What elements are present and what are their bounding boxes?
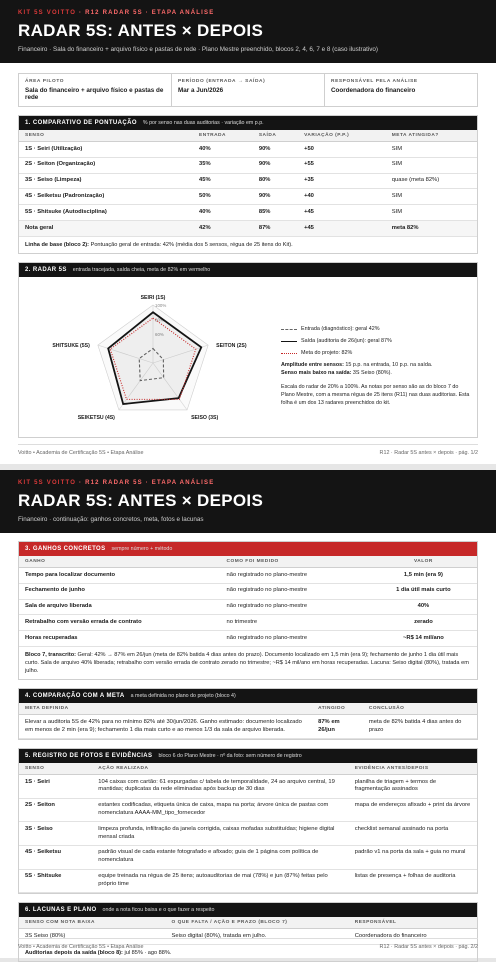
after-audits-note: Auditorias depois da saída (bloco 8): jul 85% · ago 88%. [25, 949, 172, 956]
radar-tick-label: 100% [155, 302, 167, 308]
table-row: Horas recuperadas não registrado no plano-mestre ~R$ 14 mil/ano [19, 631, 477, 647]
baseline-note: Linha de base (bloco 2): Pontuação geral de entrada: 42% (média dos 5 sensos, régua de 25 itens do Kit). [25, 241, 293, 248]
legend-goal: Meta do projeto: 82% [281, 349, 471, 357]
table-row: 5S · Shitsuke (Autodisciplina) 40% 85% +45 SIM [19, 205, 477, 221]
page-2 [0, 470, 496, 958]
gains-table: GANHO COMO FOI MEDIDO VALOR Tempo para localizar documento não registrado no plano-mestre 1,5 min (era 9) Fechamento de junho não registrado no plano-mestre 1 dia útil mais curto Sala de arquivo liberada não registrado no plano-mestre 40% Retrabalho com versão errada de contrato no trimestre zerado Horas recuperadas não registrado no plano-mestre ~R$ 14 mil/ano [19, 556, 477, 647]
score-comparison-section [18, 115, 478, 254]
page-header [0, 470, 496, 533]
table-row: Elevar a auditoria 5S de 42% para no mínimo 82% até 30/jun/2026. Ganho estimado: documento localizado em menos de 2 min (era 9); fechamento 1 dia mais curto e ao menos 1/3 da sala de arquivo liberada. 87% em 26/jun meta de 82% batida 4 dias antes do prazo [19, 715, 477, 739]
section-header: 5. REGISTRO DE FOTOS E EVIDÊNCIAS bloco 6 do Plano Mestre · nº da foto: sem número de registro [19, 749, 477, 763]
table-row: Tempo para localizar documento não registrado no plano-mestre 1,5 min (era 9) [19, 568, 477, 584]
section-header: 3. GANHOS CONCRETOS sempre número + método [19, 542, 477, 556]
radar-axis-label: SHITSUKE (5S) [52, 343, 90, 350]
evidence-table: SENSO AÇÃO REALIZADA EVIDÊNCIA ANTES/DEPOIS 1S · Seiri 104 caixas com cartão: 61 expurgadas c/ tabela de temporalidade, 24 ao arquivo central, 19 mantidas; duplicatas da rede eliminadas após backup de 30 dias planilha de triagem + termos de fragmentação assinados 2S · Seiton estantes codificadas, etiqueta única de caixa, mapa na porta; árvore única de pastas com nomenclatura AAAA-MM_tipo_fornecedor mapa de endereços afixado + print da árvore 3S · Seiso limpeza profunda, infiltração da janela corrigida, caixas mofadas substituídas; higiene digital mensal criada checklist semanal assinado na porta 4S · Seiketsu padrão visual de cada estante fotografado e afixado; guia de 1 página com política de nomenclatura padrão v1 na porta da sala + guia no mural 5S · Shitsuke equipe treinada na régua de 25 itens; autoauditorias de mai (78%) e jun (87%) feitas pelo próprio time listas de presença + folhas de auditoria [19, 763, 477, 893]
meta-area: ÁREA PILOTO Sala do financeiro + arquivo físico e pastas de rede [19, 74, 172, 106]
page-subtitle: Financeiro · continuação: ganhos concretos, meta, fotos e lacunas [18, 516, 204, 523]
section-header: 2. RADAR 5S entrada tracejada, saída cheia, meta de 82% em vermelho [19, 263, 477, 277]
legend-exit: Saída (auditoria de 26/jun): geral 87% [281, 337, 471, 345]
goal-section [18, 688, 478, 740]
score-table: SENSO ENTRADA SAÍDA VARIAÇÃO (P.P.) META ATINGIDA? 1S · Seiri (Utilização) 40% 90% +50 SIM 2S · Seiton (Organização) 35% 90% +55 SIM 3S · Seiso (Limpeza) 45% 80% +35 quase (meta 82%) 4S · Seiketsu (Padronização) 50% 90% +40 SIM 5S · Shitsuke (Autodisciplina) 40% 85% +45 SIM Nota geral 42% 87% +45 meta 82% [19, 130, 477, 237]
radar-axis-label: SEIKETSU (4S) [77, 414, 115, 421]
kit-label: KIT 5S VOITTO · R12 RADAR 5S · ETAPA ANÁLISE [18, 480, 215, 486]
page-1 [0, 0, 496, 464]
table-row: 3S Seiso (80%) Seiso digital (80%), tratada em julho. Coordenadora do financeiro [19, 929, 477, 945]
section-header: 4. COMPARAÇÃO COM A META a meta definida no plano do projeto (bloco 4) [19, 689, 477, 703]
radar-chart [25, 281, 275, 431]
radar-section [18, 262, 478, 438]
section-header: 1. COMPARATIVO DE PONTUAÇÃO % por senso nas duas auditorias · variação em p.p. [19, 116, 477, 130]
table-row: Retrabalho com versão errada de contrato no trimestre zerado [19, 615, 477, 631]
meta-period: PERÍODO (ENTRADA → SAÍDA) Mar a Jun/2026 [172, 74, 325, 106]
radar-legend [275, 281, 471, 431]
page-header [0, 0, 496, 63]
amplitude-note: Amplitude entre sensos: 15 p.p. na entrada, 10 p.p. na saída. [281, 362, 433, 369]
total-row: Nota geral 42% 87% +45 meta 82% [19, 221, 477, 237]
scale-note: Escala do radar de 20% a 100%. As notas por senso são as do bloco 7 do Plano Mestre, com a mesma régua de 25 itens (R11) nas duas auditorias. Esta folha é um dos 13 radares preenchidos do kit. [281, 383, 470, 406]
table-row: 1S · Seiri 104 caixas com cartão: 61 expurgadas c/ tabela de temporalidade, 24 ao arquivo central, 19 mantidas; duplicatas da rede eliminadas após backup de 30 dias planilha de triagem + termos de fragmentação assinados [19, 775, 477, 799]
gaps-table: SENSO COM NOTA BAIXA O QUE FALTA / AÇÃO E PRAZO (BLOCO 7) RESPONSÁVEL 3S Seiso (80%) Seiso digital (80%), tratada em julho. Coordenadora do financeiro [19, 917, 477, 945]
kit-label: KIT 5S VOITTO · R12 RADAR 5S · ETAPA ANÁLISE [18, 10, 215, 16]
table-row: 3S · Seiso limpeza profunda, infiltração da janela corrigida, caixas mofadas substituídas; higiene digital mensal criada checklist semanal assinado na porta [19, 822, 477, 846]
table-row: 2S · Seiton estantes codificadas, etiqueta única de caixa, mapa na porta; árvore única de pastas com nomenclatura AAAA-MM_tipo_fornecedor mapa de endereços afixado + print da árvore [19, 798, 477, 822]
gaps-section [18, 902, 478, 962]
page-title: RADAR 5S: ANTES × DEPOIS [18, 21, 264, 40]
page-title: RADAR 5S: ANTES × DEPOIS [18, 491, 264, 510]
table-row: 5S · Shitsuke equipe treinada na régua de 25 itens; autoauditorias de mai (78%) e jun (87%) feitas pelo próprio time listas de presença + folhas de auditoria [19, 869, 477, 893]
table-row: 3S · Seiso (Limpeza) 45% 80% +35 quase (meta 82%) [19, 173, 477, 189]
lowest-note: Senso mais baixo na saída: 3S Seiso (80%). [281, 370, 392, 377]
section-header: 6. LACUNAS E PLANO onde a nota ficou baixa e o que fazer a respeito [19, 903, 477, 917]
table-row: Fechamento de junho não registrado no plano-mestre 1 dia útil mais curto [19, 583, 477, 599]
table-row: Sala de arquivo liberada não registrado no plano-mestre 40% [19, 599, 477, 615]
evidence-section [18, 748, 478, 894]
meta-box [18, 73, 478, 107]
radar-axis-label: SEIRI (1S) [140, 294, 166, 301]
table-row: 1S · Seiri (Utilização) 40% 90% +50 SIM [19, 142, 477, 158]
radar-axis-label: SEISO (3S) [191, 414, 219, 421]
page-footer: Voitto • Academia de Certificação 5S • Etapa Análise R12 · Radar 5S antes × depois · pág. 1/2 [18, 444, 478, 456]
table-row: 2S · Seiton (Organização) 35% 90% +55 SIM [19, 157, 477, 173]
page-footer: Voitto • Academia de Certificação 5S • Etapa Análise R12 · Radar 5S antes × depois · pág. 2/2 [18, 938, 478, 950]
goal-table: META DEFINIDA ATINGIDO CONCLUSÃO Elevar a auditoria 5S de 42% para no mínimo 82% até 30/jun/2026. Ganho estimado: documento localizado em menos de 2 min (era 9); fechamento 1 dia mais curto e ao menos 1/3 da sala de arquivo liberada. 87% em 26/jun meta de 82% batida 4 dias antes do prazo [19, 703, 477, 739]
page-subtitle: Financeiro · Sala do financeiro + arquivo físico e pastas de rede · Plano Mestre preenchido, blocos 2, 4, 6, 7 e 8 (caso ilustrativo) [18, 46, 378, 53]
legend-entry: Entrada (diagnóstico): geral 42% [281, 325, 471, 333]
transcript-note: Bloco 7, transcrito: Geral: 42% → 87% em 26/jun (meta de 82% batida 4 dias antes do prazo). Documento localizado em 1,5 min (era 9); fechamento de junho 1 dia útil mais curto. Sala de arquivo 40% liberada; retrabalho com versão errada de contrato zerado no trimestre; ~R$ 14 mil/ano em horas recuperadas. Lacuna: Seiso digital (80%), tratada em julho. [25, 652, 469, 675]
table-row: 4S · Seiketsu padrão visual de cada estante fotografado e afixado; guia de 1 página com política de nomenclatura padrão v1 na porta da sala + guia no mural [19, 845, 477, 869]
meta-owner: RESPONSÁVEL PELA ANÁLISE Coordenadora do financeiro [331, 79, 418, 94]
radar-axis-label: SEITON (2S) [216, 343, 247, 350]
table-row: 4S · Seiketsu (Padronização) 50% 90% +40 SIM [19, 189, 477, 205]
gains-section [18, 541, 478, 680]
